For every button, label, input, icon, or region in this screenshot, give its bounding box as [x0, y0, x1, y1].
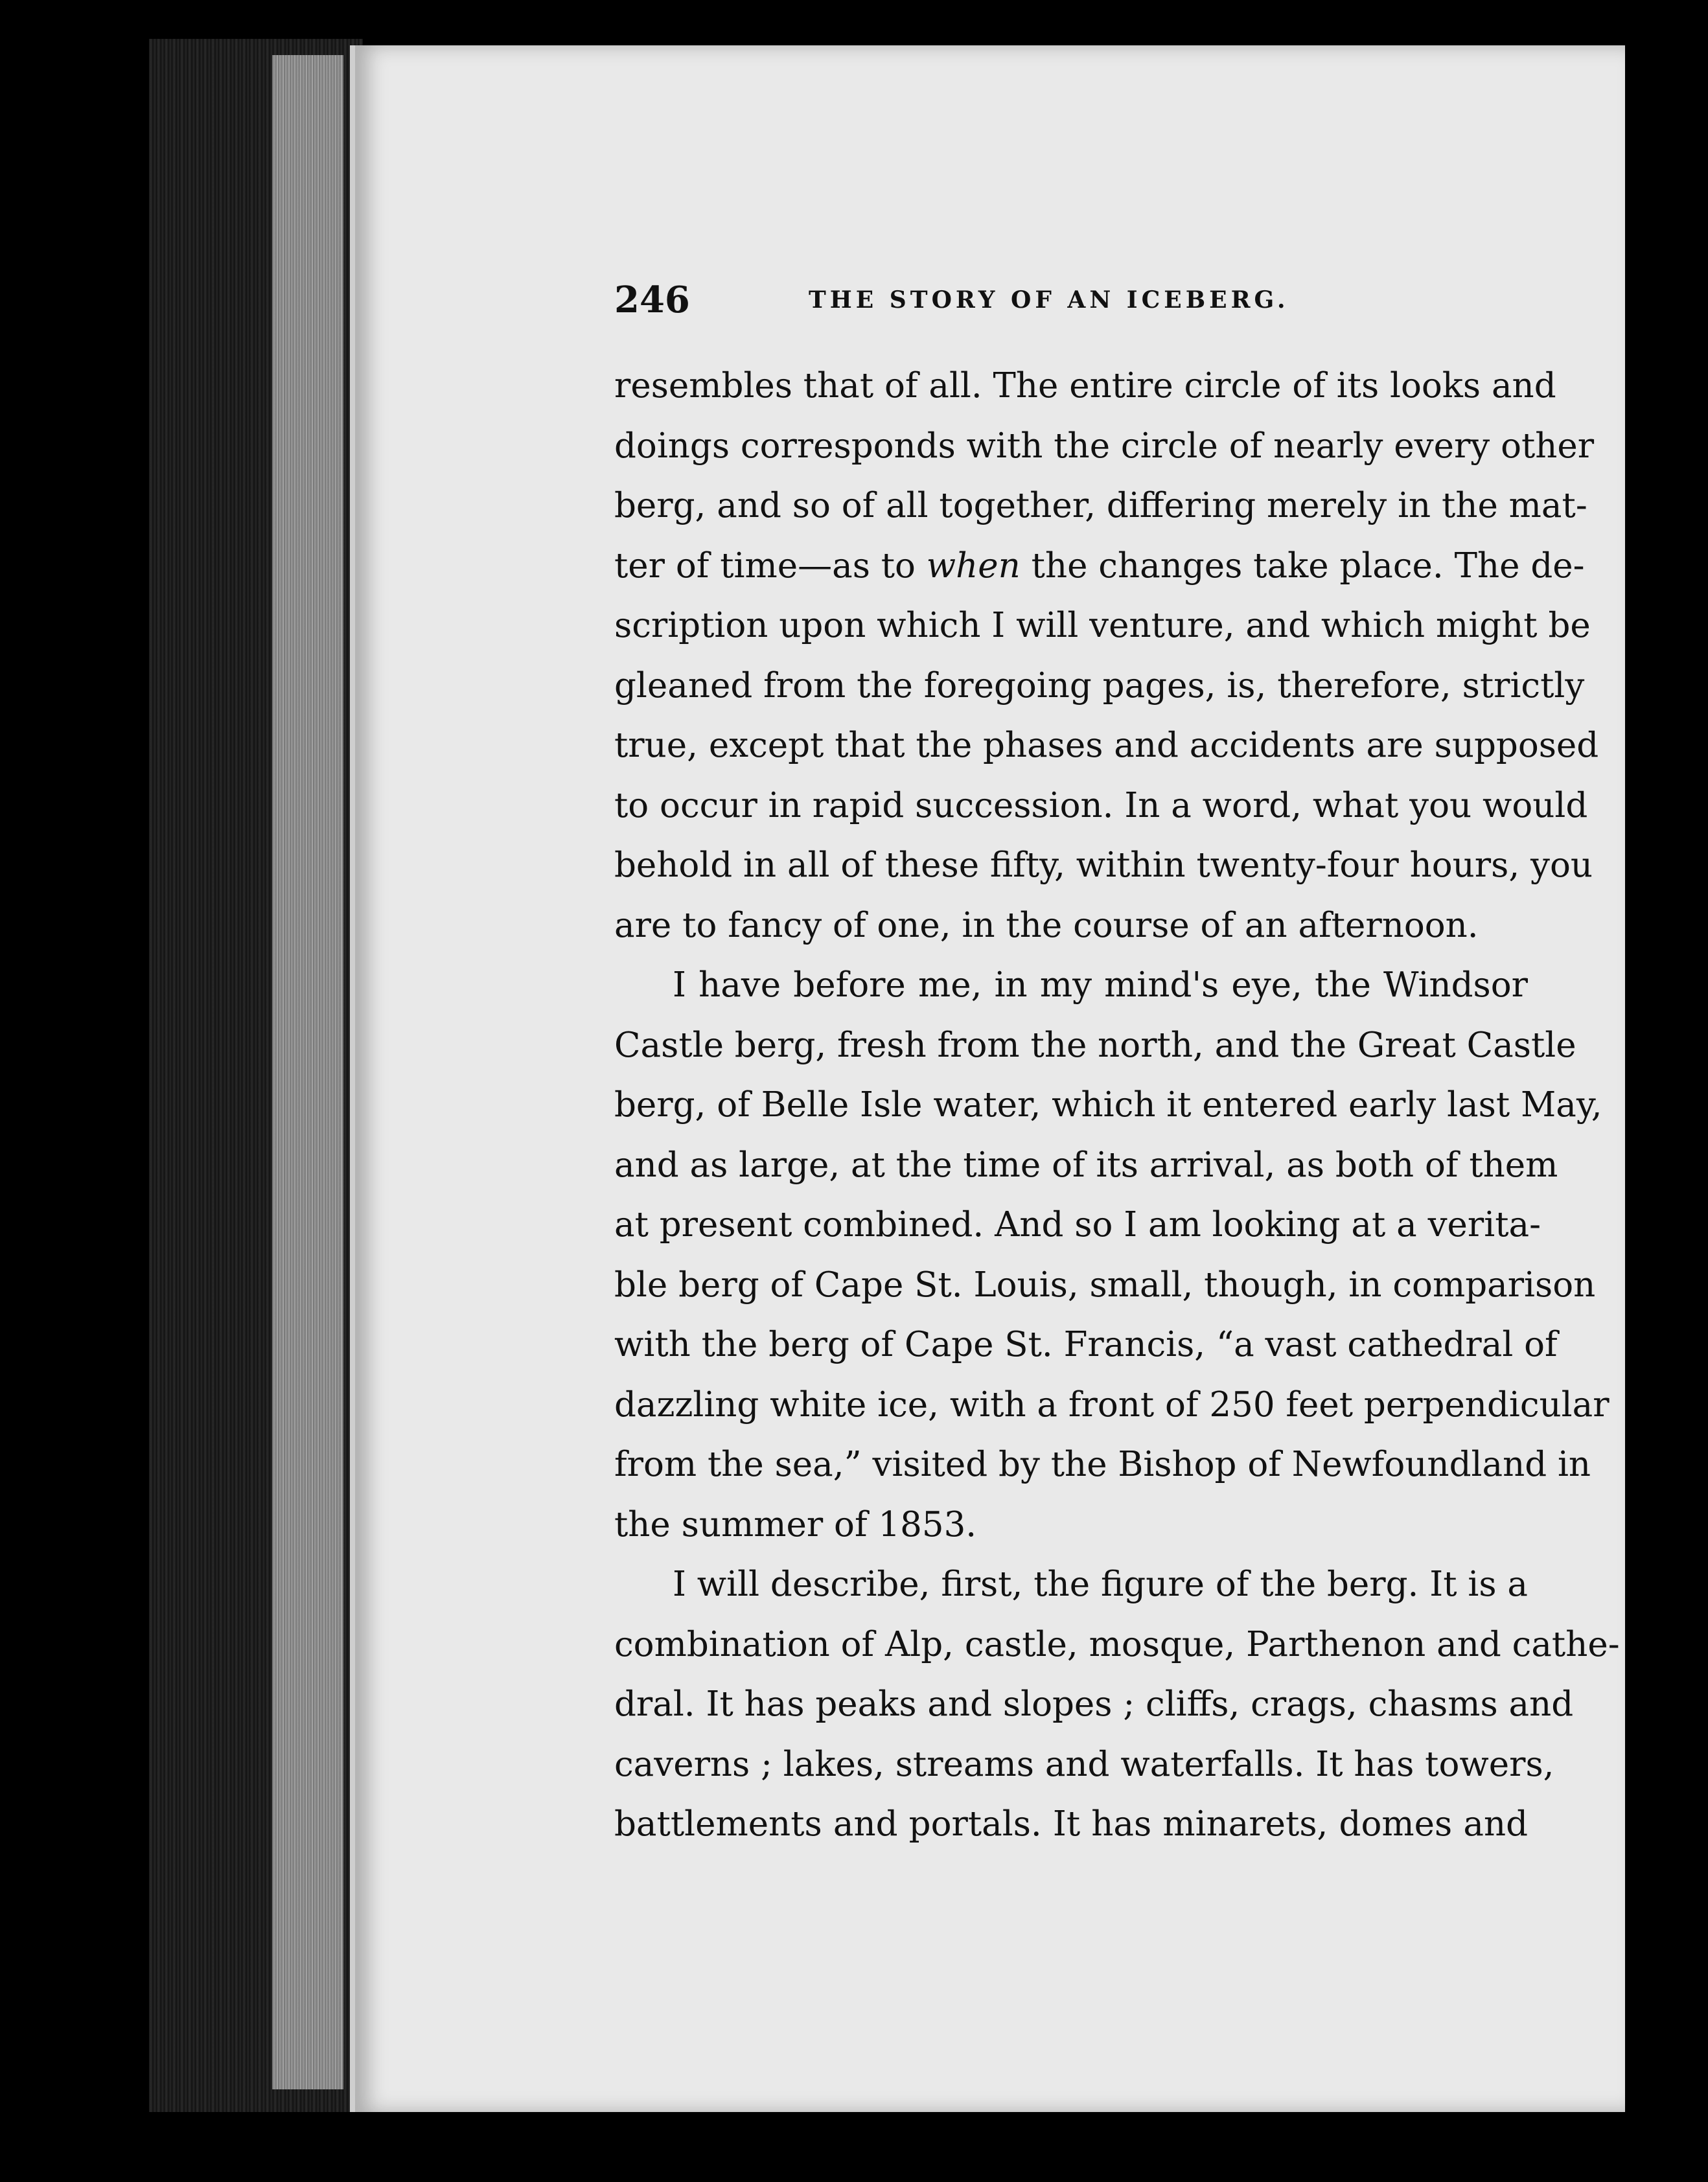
text-line: ter of time—as to when the changes take place. The de-	[614, 546, 1585, 586]
text-line: resembles that of all. The entire circle of its looks and	[614, 366, 1556, 406]
right-margin-strip	[1646, 52, 1708, 2112]
text-line: doings corresponds with the circle of nearly every other	[614, 426, 1595, 466]
text-line: I will describe, first, the figure of the berg. It is a	[673, 1565, 1528, 1604]
text-line: ble berg of Cape St. Louis, small, though, in comparison	[614, 1265, 1596, 1305]
text-line: at present combined. And so I am looking at a verita-	[614, 1205, 1541, 1245]
running-head	[614, 279, 1664, 330]
text-line: scription upon which I will venture, and which might be	[614, 606, 1591, 645]
text-line: to occur in rapid succession. In a word, what you would	[614, 785, 1588, 825]
text-line: true, except that the phases and accidents are supposed	[614, 726, 1599, 765]
text-line: the summer of 1853.	[614, 1504, 977, 1545]
text-line: battlements and portals. It has minarets, domes and	[614, 1804, 1528, 1844]
emphasis-when: when	[926, 546, 1021, 586]
text-line: and as large, at the time of its arrival, as both of them	[614, 1145, 1558, 1185]
text-line: Castle berg, fresh from the north, and the Great Castle	[614, 1025, 1576, 1065]
book-page-edges-light	[272, 55, 343, 2089]
page-number: 246	[614, 279, 690, 321]
text-line: berg, and so of all together, differing merely in the mat-	[614, 486, 1587, 525]
text-line: behold in all of these fifty, within twenty-four hours, you	[614, 845, 1593, 885]
text-line: with the berg of Cape St. Francis, “a vast cathedral of	[614, 1325, 1558, 1364]
text-line: dral. It has peaks and slopes ; cliffs, crags, chasms and	[614, 1684, 1574, 1724]
text-line: combination of Alp, castle, mosque, Parthenon and cathe-	[614, 1624, 1620, 1664]
text-line: I have before me, in my mind's eye, the Windsor	[673, 965, 1528, 1005]
text-line: dazzling white ice, with a front of 250 feet perpendicular	[614, 1384, 1610, 1425]
text-line: from the sea,” visited by the Bishop of Newfoundland in	[614, 1445, 1591, 1484]
text-line: are to fancy of one, in the course of an afternoon.	[614, 905, 1479, 945]
text-line: caverns ; lakes, streams and waterfalls. It has towers,	[614, 1744, 1554, 1784]
book-title: THE STORY OF AN ICEBERG.	[809, 286, 1289, 314]
book-page	[350, 45, 1625, 2112]
body-text	[614, 356, 1620, 1855]
text-line: gleaned from the foregoing pages, is, therefore, strictly	[614, 665, 1585, 706]
text-line: berg, of Belle Isle water, which it entered early last May,	[614, 1085, 1602, 1125]
